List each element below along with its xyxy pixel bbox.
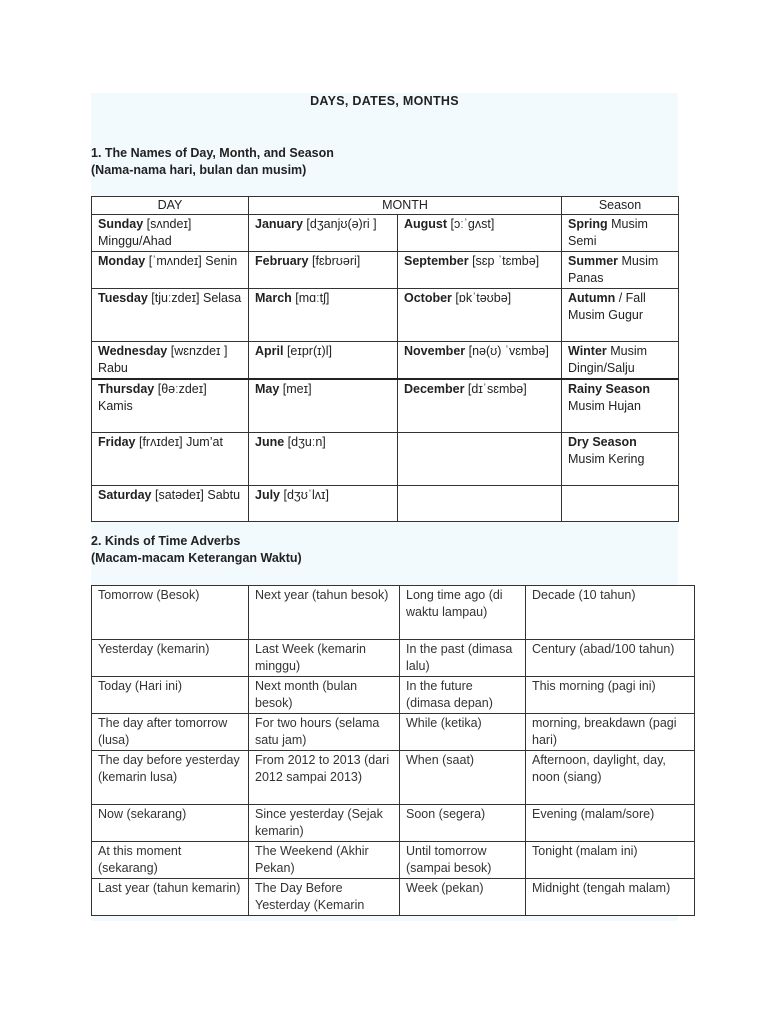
section2-subheading: (Macam-macam Keterangan Waktu) bbox=[91, 551, 302, 565]
term-english: Summer bbox=[568, 254, 619, 268]
season-cell bbox=[562, 379, 679, 433]
term-pronunciation: [dʒuːn] bbox=[284, 435, 326, 449]
day-cell bbox=[92, 433, 249, 486]
adverb-cell: Long time ago (di waktu lampau) bbox=[400, 586, 526, 640]
adverb-cell: Since yesterday (Sejak kemarin) bbox=[249, 805, 400, 842]
term-english: Friday bbox=[98, 435, 136, 449]
term-english: September bbox=[404, 254, 469, 268]
month-cell bbox=[398, 289, 562, 342]
adverb-cell: Evening (malam/sore) bbox=[526, 805, 695, 842]
adverb-row bbox=[92, 677, 695, 714]
term-indonesian: Musim Panas bbox=[568, 254, 659, 285]
section2-heading: 2. Kinds of Time Adverbs bbox=[91, 534, 241, 548]
adverb-cell: Tomorrow (Besok) bbox=[92, 586, 249, 640]
term-english: Monday bbox=[98, 254, 146, 268]
names-table-row bbox=[92, 486, 679, 522]
season-cell bbox=[562, 342, 679, 380]
day-cell bbox=[92, 215, 249, 252]
term-indonesian: Sabtu bbox=[207, 488, 241, 502]
section1-heading-block bbox=[91, 145, 334, 179]
term-pronunciation: [wɛnzdeɪ ] bbox=[167, 344, 228, 358]
section2-heading-block bbox=[91, 533, 302, 567]
names-table-row bbox=[92, 433, 679, 486]
adverb-cell: Last year (tahun kemarin) bbox=[92, 879, 249, 916]
day-cell bbox=[92, 486, 249, 522]
adverb-cell: Next month (bulan besok) bbox=[249, 677, 400, 714]
season-cell bbox=[562, 252, 679, 289]
adverb-cell: In the past (dimasa lalu) bbox=[400, 640, 526, 677]
term-english: Spring bbox=[568, 217, 608, 231]
term-indonesian: Jum’at bbox=[186, 435, 223, 449]
adverb-cell: Until tomorrow (sampai besok) bbox=[400, 842, 526, 879]
term-indonesian: Musim Dingin/Salju bbox=[568, 344, 648, 375]
adverb-cell: Century (abad/100 tahun) bbox=[526, 640, 695, 677]
term-pronunciation: [dɪˈsɛmbə] bbox=[464, 382, 527, 396]
term-english: Saturday bbox=[98, 488, 152, 502]
term-pronunciation: [satədeɪ] bbox=[151, 488, 204, 502]
adverb-row bbox=[92, 714, 695, 751]
term-indonesian: / Fall Musim Gugur bbox=[568, 291, 646, 322]
section1-heading: 1. The Names of Day, Month, and Season bbox=[91, 146, 334, 160]
term-indonesian: Selasa bbox=[202, 291, 242, 305]
term-indonesian: Musim Semi bbox=[568, 217, 648, 248]
header-month: MONTH bbox=[249, 197, 562, 215]
adverb-cell: Next year (tahun besok) bbox=[249, 586, 400, 640]
term-indonesian: Senin bbox=[205, 254, 238, 268]
term-english: Wednesday bbox=[98, 344, 168, 358]
adverb-cell: When (saat) bbox=[400, 751, 526, 805]
term-english: March bbox=[255, 291, 292, 305]
adverb-cell: Yesterday (kemarin) bbox=[92, 640, 249, 677]
term-pronunciation: [ɒkˈtəʊbə] bbox=[451, 291, 512, 305]
term-english: May bbox=[255, 382, 280, 396]
adverb-cell: morning, breakdawn (pagi hari) bbox=[526, 714, 695, 751]
term-pronunciation: [dʒʊˈlʌɪ] bbox=[280, 488, 329, 502]
term-pronunciation: [mɑːtʃ] bbox=[291, 291, 330, 305]
adverb-row bbox=[92, 805, 695, 842]
term-english: Rainy Season bbox=[568, 382, 650, 396]
adverb-cell: Soon (segera) bbox=[400, 805, 526, 842]
adverb-row bbox=[92, 842, 695, 879]
month-cell bbox=[249, 433, 398, 486]
month-cell bbox=[398, 215, 562, 252]
term-pronunciation: [tjuːzdeɪ] bbox=[147, 291, 200, 305]
term-pronunciation: [θəːzdeɪ] bbox=[154, 382, 207, 396]
adverb-cell: Week (pekan) bbox=[400, 879, 526, 916]
adverb-cell: Tonight (malam ini) bbox=[526, 842, 695, 879]
names-table-header bbox=[92, 197, 679, 215]
month-cell bbox=[249, 486, 398, 522]
term-pronunciation: [dʒanjʊ(ə)ri ] bbox=[302, 217, 377, 231]
adverb-cell: Today (Hari ini) bbox=[92, 677, 249, 714]
adverb-cell: Last Week (kemarin minggu) bbox=[249, 640, 400, 677]
term-english: Autumn bbox=[568, 291, 616, 305]
term-indonesian: Rabu bbox=[98, 361, 128, 375]
term-english: August bbox=[404, 217, 448, 231]
day-cell bbox=[92, 379, 249, 433]
adverb-cell: In the future (dimasa depan) bbox=[400, 677, 526, 714]
adverb-cell: Midnight (tengah malam) bbox=[526, 879, 695, 916]
day-cell bbox=[92, 252, 249, 289]
month-cell bbox=[398, 379, 562, 433]
adverb-cell: From 2012 to 2013 (dari 2012 sampai 2013) bbox=[249, 751, 400, 805]
term-pronunciation: [ɔːˈɡʌst] bbox=[447, 217, 495, 231]
names-table-row bbox=[92, 252, 679, 289]
adverb-cell: This morning (pagi ini) bbox=[526, 677, 695, 714]
names-table-row bbox=[92, 379, 679, 433]
month-cell bbox=[398, 486, 562, 522]
document-title: DAYS, DATES, MONTHS bbox=[310, 94, 459, 108]
term-english: Dry Season bbox=[568, 435, 637, 449]
term-pronunciation: [meɪ] bbox=[279, 382, 312, 396]
term-pronunciation: [ˈmʌndeɪ] bbox=[145, 254, 202, 268]
term-pronunciation: [sɛp ˈtɛmbə] bbox=[468, 254, 540, 268]
term-english: November bbox=[404, 344, 466, 358]
adverb-cell: The Weekend (Akhir Pekan) bbox=[249, 842, 400, 879]
season-cell bbox=[562, 215, 679, 252]
term-english: Winter bbox=[568, 344, 607, 358]
term-english: July bbox=[255, 488, 281, 502]
term-english: February bbox=[255, 254, 309, 268]
names-table-row bbox=[92, 289, 679, 342]
names-table bbox=[91, 196, 679, 522]
header-day: DAY bbox=[92, 197, 249, 215]
adverb-row bbox=[92, 879, 695, 916]
adverb-cell: While (ketika) bbox=[400, 714, 526, 751]
day-cell bbox=[92, 289, 249, 342]
month-cell bbox=[398, 252, 562, 289]
adverb-row bbox=[92, 751, 695, 805]
month-cell bbox=[249, 379, 398, 433]
month-cell bbox=[249, 289, 398, 342]
season-cell bbox=[562, 486, 679, 522]
term-indonesian: Musim Hujan bbox=[568, 399, 641, 413]
adverb-cell: Now (sekarang) bbox=[92, 805, 249, 842]
month-cell bbox=[398, 342, 562, 380]
adverb-cell: For two hours (selama satu jam) bbox=[249, 714, 400, 751]
month-cell bbox=[249, 215, 398, 252]
season-cell bbox=[562, 433, 679, 486]
term-english: January bbox=[255, 217, 303, 231]
season-cell bbox=[562, 289, 679, 342]
term-pronunciation: [frʌɪdeɪ] bbox=[135, 435, 183, 449]
term-english: Thursday bbox=[98, 382, 155, 396]
month-cell bbox=[398, 433, 562, 486]
term-indonesian: Kamis bbox=[98, 399, 133, 413]
names-table-row bbox=[92, 215, 679, 252]
term-pronunciation: [fɛbrʊəri] bbox=[308, 254, 361, 268]
adverb-cell: The day before yesterday (kemarin lusa) bbox=[92, 751, 249, 805]
month-cell bbox=[249, 342, 398, 380]
adverb-row bbox=[92, 586, 695, 640]
term-english: June bbox=[255, 435, 285, 449]
month-cell bbox=[249, 252, 398, 289]
term-pronunciation: [eɪpr(ɪ)l] bbox=[283, 344, 332, 358]
time-adverbs-table bbox=[91, 585, 695, 916]
term-english: October bbox=[404, 291, 452, 305]
adverb-row bbox=[92, 640, 695, 677]
term-pronunciation: [sʌndeɪ] bbox=[143, 217, 192, 231]
adverb-cell: At this moment (sekarang) bbox=[92, 842, 249, 879]
adverb-cell: Afternoon, daylight, day, noon (siang) bbox=[526, 751, 695, 805]
term-english: Tuesday bbox=[98, 291, 148, 305]
adverb-cell: The day after tomorrow (lusa) bbox=[92, 714, 249, 751]
adverb-cell: The Day Before Yesterday (Kemarin bbox=[249, 879, 400, 916]
adverb-cell: Decade (10 tahun) bbox=[526, 586, 695, 640]
term-english: December bbox=[404, 382, 465, 396]
term-english: April bbox=[255, 344, 284, 358]
term-indonesian: Musim Kering bbox=[568, 452, 645, 466]
term-indonesian: Minggu/Ahad bbox=[98, 234, 172, 248]
section1-subheading: (Nama-nama hari, bulan dan musim) bbox=[91, 163, 307, 177]
term-english: Sunday bbox=[98, 217, 144, 231]
names-table-row bbox=[92, 342, 679, 380]
term-pronunciation: [nə(ʊ) ˈvɛmbə] bbox=[465, 344, 549, 358]
header-season: Season bbox=[562, 197, 679, 215]
day-cell bbox=[92, 342, 249, 380]
